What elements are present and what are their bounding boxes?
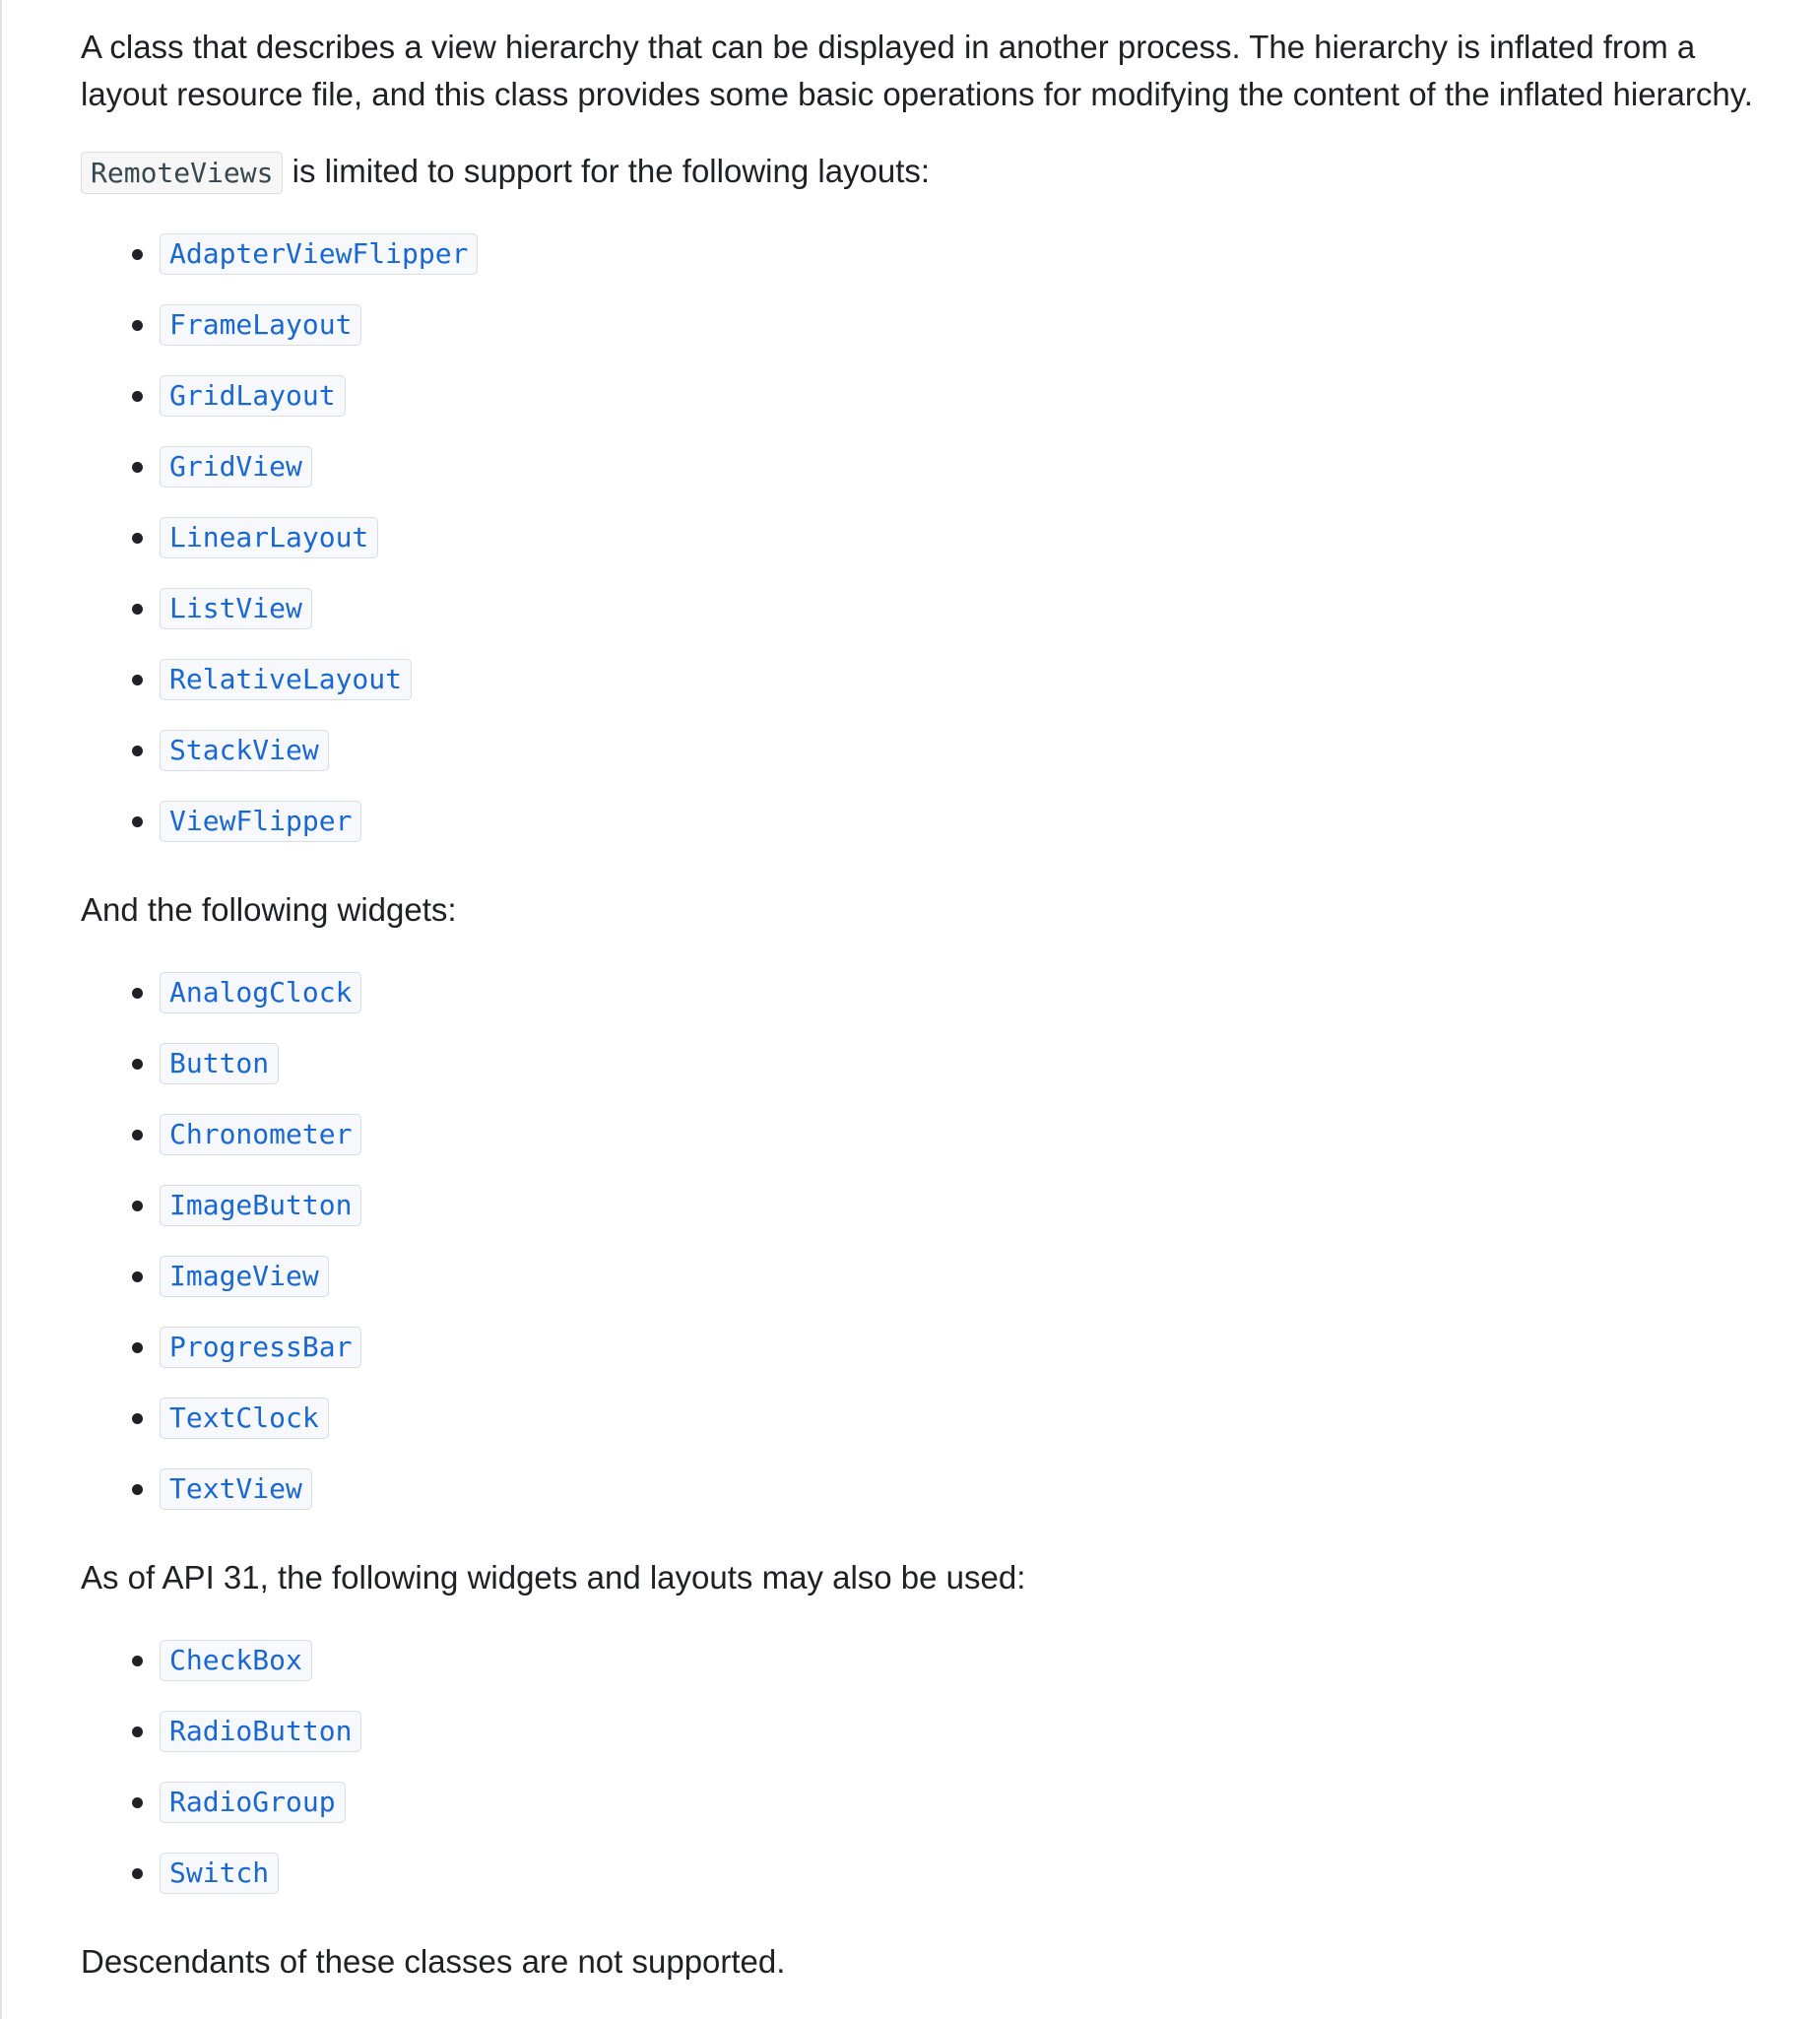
link-adapterviewflipper[interactable]: AdapterViewFlipper <box>160 233 478 275</box>
layouts-lead <box>81 148 1775 197</box>
link-chronometer[interactable]: Chronometer <box>160 1114 361 1155</box>
list-item <box>81 1028 1775 1099</box>
list-item <box>81 290 1775 360</box>
list-item <box>81 715 1775 786</box>
list-item <box>81 219 1775 290</box>
link-radiogroup[interactable]: RadioGroup <box>160 1782 346 1823</box>
api31-list <box>81 1625 1775 1909</box>
list-item <box>81 644 1775 715</box>
list-item <box>81 1170 1775 1241</box>
link-textclock[interactable]: TextClock <box>160 1398 329 1439</box>
list-item <box>81 1099 1775 1170</box>
link-imagebutton[interactable]: ImageButton <box>160 1185 361 1226</box>
link-listview[interactable]: ListView <box>160 588 312 629</box>
list-item <box>81 1454 1775 1525</box>
layouts-lead-text: is limited to support for the following layouts: <box>283 153 931 189</box>
link-checkbox[interactable]: CheckBox <box>160 1640 312 1681</box>
list-item <box>81 1696 1775 1767</box>
link-linearlayout[interactable]: LinearLayout <box>160 517 378 558</box>
list-item <box>81 786 1775 857</box>
list-item <box>81 1312 1775 1383</box>
api31-lead: As of API 31, the following widgets and layouts may also be used: <box>81 1559 1026 1596</box>
link-button[interactable]: Button <box>160 1043 279 1084</box>
layouts-list <box>81 219 1775 857</box>
list-item <box>81 502 1775 573</box>
link-analogclock[interactable]: AnalogClock <box>160 972 361 1013</box>
link-textview[interactable]: TextView <box>160 1468 312 1510</box>
link-relativelayout[interactable]: RelativeLayout <box>160 659 412 700</box>
link-radiobutton[interactable]: RadioButton <box>160 1711 361 1752</box>
link-gridview[interactable]: GridView <box>160 446 312 488</box>
link-stackview[interactable]: StackView <box>160 730 329 771</box>
list-item <box>81 957 1775 1028</box>
list-item <box>81 1767 1775 1838</box>
footer-note: Descendants of these classes are not supported. <box>81 1943 786 1980</box>
list-item <box>81 431 1775 502</box>
left-border <box>0 0 2 2019</box>
list-item <box>81 573 1775 644</box>
list-item <box>81 1383 1775 1454</box>
link-framelayout[interactable]: FrameLayout <box>160 304 361 346</box>
link-imageview[interactable]: ImageView <box>160 1256 329 1297</box>
list-item <box>81 1241 1775 1312</box>
link-switch[interactable]: Switch <box>160 1853 279 1894</box>
intro-paragraph: A class that describes a view hierarchy that can be displayed in another process. The hierarchy is inflated from a layout resource file, and this class provides some basic operations for modifying the content of the inflated hierarchy. <box>81 29 1753 112</box>
list-item <box>81 1625 1775 1696</box>
remoteviews-code: RemoteViews <box>81 152 283 194</box>
widgets-lead: And the following widgets: <box>81 891 457 928</box>
widgets-list <box>81 957 1775 1525</box>
link-progressbar[interactable]: ProgressBar <box>160 1327 361 1368</box>
link-viewflipper[interactable]: ViewFlipper <box>160 801 361 842</box>
list-item <box>81 1838 1775 1909</box>
link-gridlayout[interactable]: GridLayout <box>160 375 346 417</box>
class-description <box>81 24 1775 1986</box>
list-item <box>81 360 1775 431</box>
